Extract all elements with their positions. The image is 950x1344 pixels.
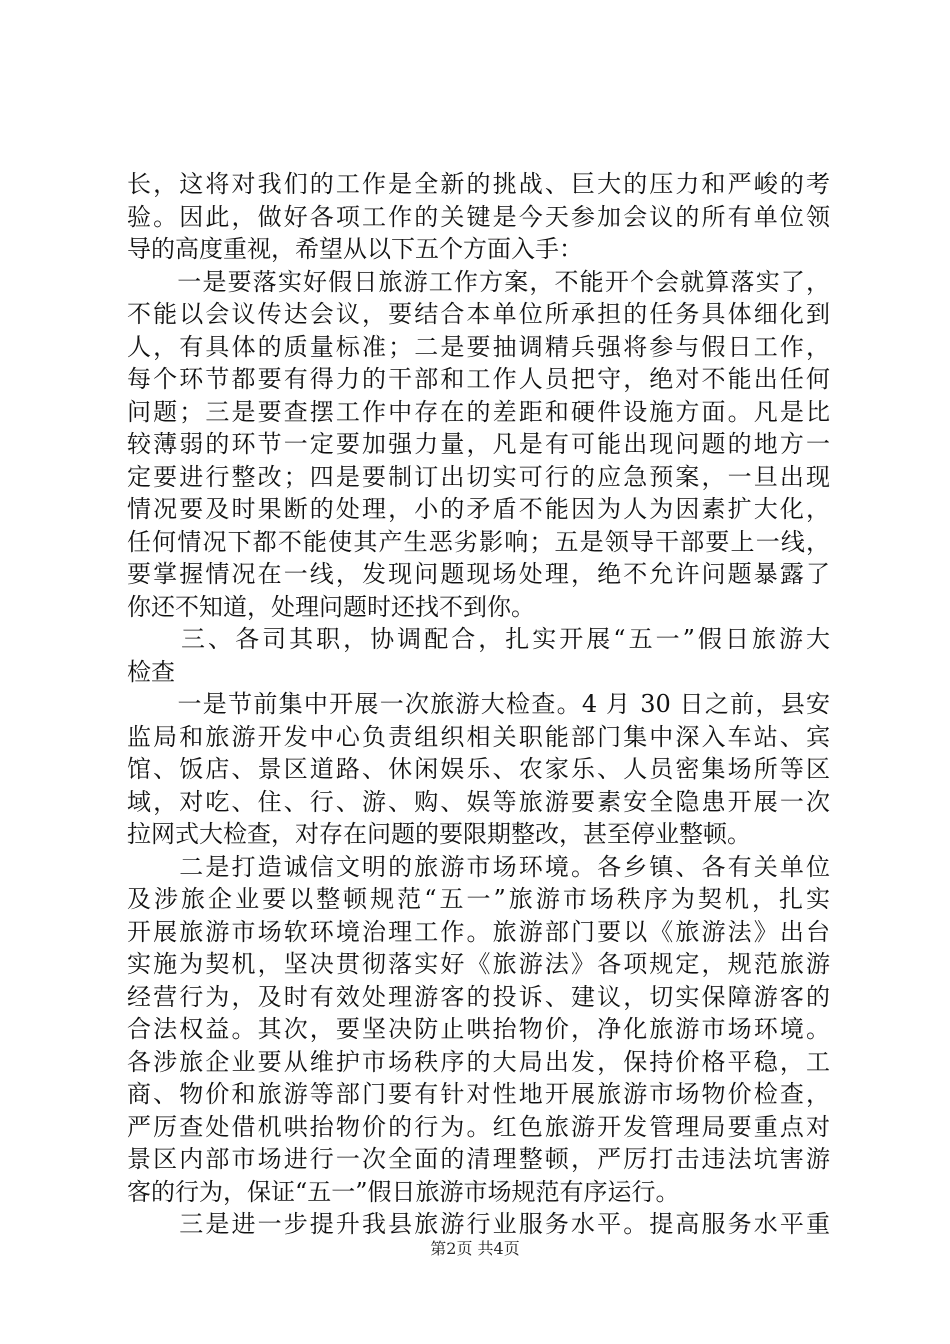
text-line: 不能以会议传达会议，要结合本单位所承担的任务具体细化到 [127, 300, 830, 328]
text-line: 域，对吃、住、行、游、购、娱等旅游要素安全隐患开展一次 [127, 787, 830, 816]
text-line: 检查 [127, 657, 175, 686]
text-line: 长，这将对我们的工作是全新的挑战、巨大的压力和严峻的考 [127, 170, 830, 198]
text-line: 验。因此，做好各项工作的关键是今天参加会议的所有单位领 [127, 202, 830, 231]
text-line: 情况要及时果断的处理，小的矛盾不能因为人为因素扩大化， [127, 495, 830, 523]
text-line: 一是节前集中开展一次旅游大检查。4 月 30 日之前，县安 [127, 690, 830, 718]
text-line: 任何情况下都不能使其产生恶劣影响；五是领导干部要上一线， [127, 527, 830, 556]
text-line: 馆、饭店、景区道路、休闲娱乐、农家乐、人员密集场所等区 [127, 755, 830, 783]
text-line: 人，有具体的质量标准；二是要抽调精兵强将参与假日工作， [127, 332, 830, 361]
text-line: 每个环节都要有得力的干部和工作人员把守，绝对不能出任何 [127, 365, 830, 393]
text-line: 三、各司其职，协调配合，扎实开展“五一”假日旅游大 [127, 625, 830, 653]
text-line: 严厉查处借机哄抬物价的行为。红色旅游开发管理局要重点对 [127, 1112, 830, 1141]
text-line: 客的行为，保证“五一”假日旅游市场规范有序运行。 [127, 1177, 680, 1206]
text-line: 景区内部市场进行一次全面的清理整顿，严厉打击违法坑害游 [127, 1145, 830, 1173]
text-line: 监局和旅游开发中心负责组织相关职能部门集中深入车站、宾 [127, 722, 830, 751]
text-line: 定要进行整改；四是要制订出切实可行的应急预案，一旦出现 [127, 462, 830, 491]
page-footer: 第2页 共4页 [430, 1239, 520, 1258]
text-line: 合法权益。其次，要坚决防止哄抬物价，净化旅游市场环境。 [127, 1015, 830, 1043]
body-text [127, 168, 830, 1241]
text-line: 问题；三是要查摆工作中存在的差距和硬件设施方面。凡是比 [127, 397, 830, 426]
text-line: 较薄弱的环节一定要加强力量，凡是有可能出现问题的地方一 [127, 430, 830, 458]
text-line: 导的高度重视，希望从以下五个方面入手： [127, 235, 583, 263]
text-line: 各涉旅企业要从维护市场秩序的大局出发，保持价格平稳，工 [127, 1047, 830, 1076]
text-line: 拉网式大检查，对存在问题的要限期整改，甚至停业整顿。 [127, 820, 751, 848]
text-line: 商、物价和旅游等部门要有针对性地开展旅游市场物价检查， [127, 1080, 830, 1108]
text-line: 实施为契机，坚决贯彻落实好《旅游法》各项规定，规范旅游 [127, 950, 830, 978]
text-line: 要掌握情况在一线，发现问题现场处理，绝不允许问题暴露了 [127, 560, 830, 588]
text-line: 一是要落实好假日旅游工作方案，不能开个会就算落实了， [127, 267, 830, 296]
text-line: 你还不知道，处理问题时还找不到你。 [127, 592, 535, 621]
text-line: 开展旅游市场软环境治理工作。旅游部门要以《旅游法》出台 [127, 917, 830, 946]
text-line: 三是进一步提升我县旅游行业服务水平。提高服务水平重 [127, 1210, 830, 1238]
text-line: 二是打造诚信文明的旅游市场环境。各乡镇、各有关单位 [127, 852, 830, 881]
text-line: 及涉旅企业要以整顿规范“五一”旅游市场秩序为契机，扎实 [127, 885, 830, 913]
text-line: 经营行为，及时有效处理游客的投诉、建议，切实保障游客的 [127, 982, 830, 1011]
